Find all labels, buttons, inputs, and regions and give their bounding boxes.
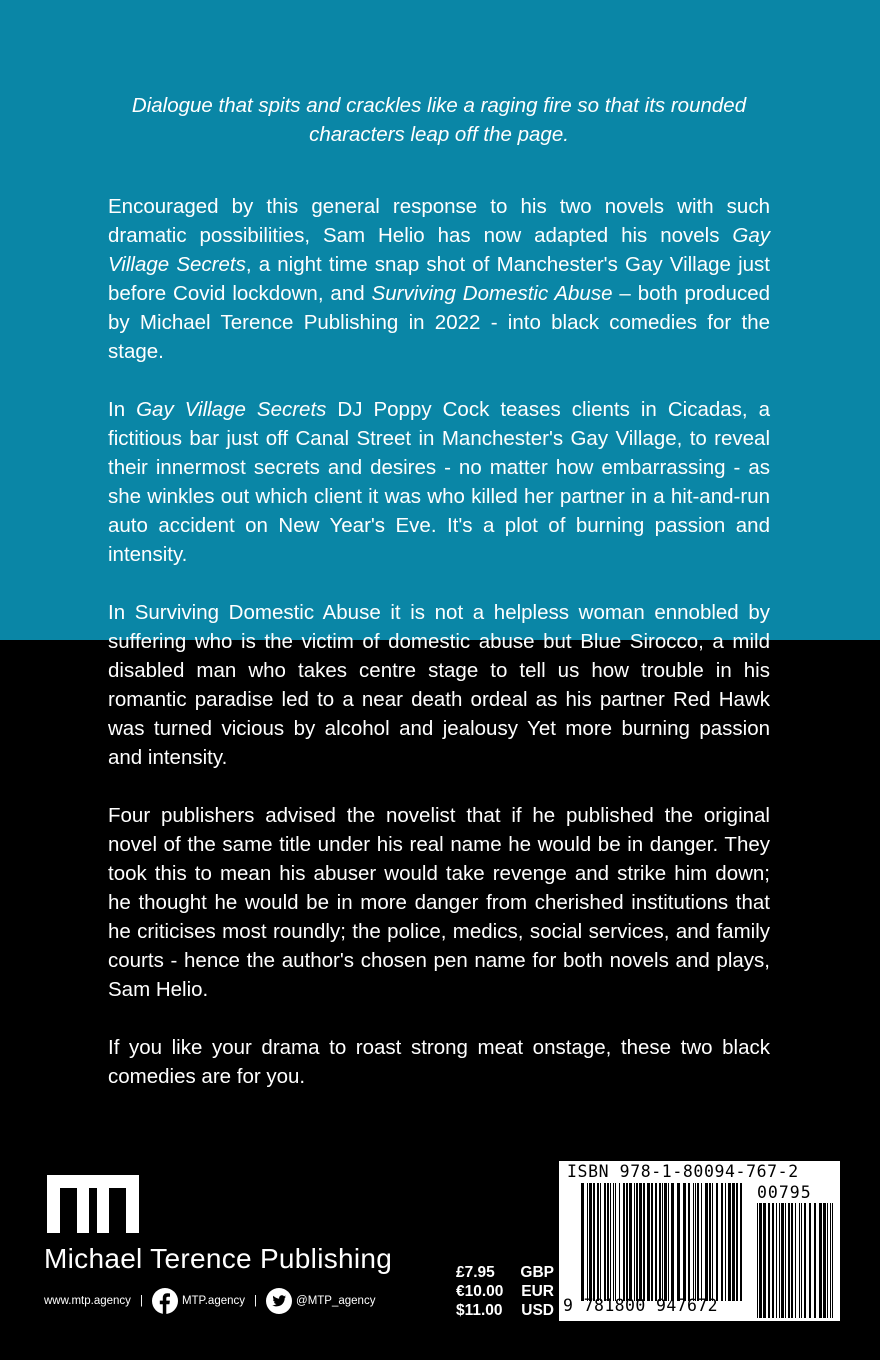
barcode-bar <box>819 1203 822 1318</box>
price-eur: €10.00 EUR <box>456 1283 554 1300</box>
price-gbp: £7.95 GBP <box>456 1264 554 1281</box>
barcode-bar <box>757 1203 758 1318</box>
barcode-bar <box>801 1203 802 1318</box>
barcode-bar <box>732 1183 735 1301</box>
barcode-bar <box>701 1183 702 1301</box>
barcode-bar <box>716 1183 718 1301</box>
barcode-bar <box>827 1203 828 1318</box>
barcode-bar <box>613 1183 614 1301</box>
barcode-bar <box>655 1183 657 1301</box>
separator: | <box>139 1295 143 1307</box>
facebook-icon <box>152 1288 178 1314</box>
barcode-bar <box>804 1203 806 1318</box>
barcode-box <box>559 1161 840 1321</box>
barcode-bar <box>788 1203 790 1318</box>
barcode-bar <box>662 1183 663 1301</box>
title-gay-village-secrets: Gay Village Secrets <box>136 398 327 421</box>
mtp-logo-icon <box>44 1172 142 1236</box>
twitter-handle[interactable]: @MTP_agency <box>296 1295 376 1307</box>
barcode-bar <box>725 1183 726 1301</box>
separator: | <box>254 1295 258 1307</box>
barcode-bar <box>772 1203 774 1318</box>
barcode-bar <box>697 1183 699 1301</box>
barcode-bar <box>629 1183 632 1301</box>
barcode-bar <box>607 1183 609 1301</box>
barcode-bar <box>695 1183 696 1301</box>
paragraph-surviving-domestic-abuse: In Surviving Domestic Abuse it is not a helpless woman ennobled by suffering who is the victim of domestic abuse but Blue Sirocco, a mild disabled man who takes centre stage to tell us how trouble in his romantic paradise led to a near death ordeal as his partner Red Hawk was turned vicious by alcohol and jealousy Yet more burning passion and intensity. <box>108 601 770 769</box>
barcode-bar <box>589 1183 592 1301</box>
barcode-bar <box>776 1203 777 1318</box>
barcode-bar <box>781 1203 784 1318</box>
barcode-bar <box>587 1183 588 1301</box>
barcode-bar <box>597 1183 599 1301</box>
barcode-bar <box>626 1183 628 1301</box>
barcode-bar <box>581 1183 584 1301</box>
barcode-bar <box>604 1183 606 1301</box>
paragraph-adaptation: Encouraged by this general response to his two novels with such dramatic possibilities, Sam Helio has now adapted his novels Gay Village Secrets, a night time snap shot of Manchester's Gay Village just before Covid lockdown, and Surviving Domestic Abuse – both produced by Michael Terence Publishing in 2022 - into black comedies for the stage. <box>108 195 770 363</box>
barcode-bar <box>795 1203 796 1318</box>
barcode-bar <box>610 1183 611 1301</box>
barcode-bar <box>791 1203 793 1318</box>
price-usd: $11.00 USD <box>456 1302 554 1319</box>
barcode-bar <box>634 1183 635 1301</box>
blurb <box>108 91 770 1120</box>
website-link[interactable]: www.mtp.agency <box>44 1295 131 1307</box>
review-quote: Dialogue that spits and crackles like a raging fire so that its rounded characters leap off the page. <box>131 94 747 146</box>
barcode-bar <box>668 1183 669 1301</box>
facebook-handle[interactable]: MTP.agency <box>181 1295 246 1307</box>
paragraph-pen-name: Four publishers advised the novelist that if he published the original novel of the same title under his real name he would be in danger. They took this to mean his abuser would take revenge and strike him down; he thought he would be in more danger from cherished institutions that he criticises most roundly; the police, medics, social services, and family courts - hence the author's chosen pen name for both novels and plays, Sam Helio. <box>108 804 770 1001</box>
barcode-bar <box>809 1203 811 1318</box>
barcode-bar <box>688 1183 690 1301</box>
barcode-bar <box>619 1183 620 1301</box>
barcode-bar <box>693 1183 694 1301</box>
barcode-bar <box>814 1203 816 1318</box>
twitter-icon <box>266 1288 292 1314</box>
paragraph-gay-village-secrets: In Gay Village Secrets DJ Poppy Cock teases clients in Cicadas, a fictitious bar just off Canal Street in Manchester's Gay Village, to reveal their innermost secrets and desires - no matter how embarrassing - as she winkles out which client it was who killed her partner in a hit-and-run auto accident on New Year's Eve. It's a plot of burning passion and intensity. <box>108 398 771 566</box>
publisher-name: Michael Terence Publishing <box>44 1243 393 1274</box>
barcode-bar <box>736 1183 738 1301</box>
isbn-number: ISBN 978-1-80094-767-2 <box>567 1162 799 1181</box>
barcode-bar <box>659 1183 661 1301</box>
ean-number: 9 781800 947672 <box>563 1296 719 1315</box>
barcode-bar <box>636 1183 638 1301</box>
barcode-bar <box>823 1203 826 1318</box>
barcode-bar <box>763 1203 766 1318</box>
barcode-bar <box>768 1203 770 1318</box>
barcode-bar <box>779 1203 780 1318</box>
barcode-bar <box>651 1183 653 1301</box>
barcode-bar <box>740 1183 742 1301</box>
barcode-bar <box>615 1183 616 1301</box>
price-list <box>456 1263 554 1320</box>
barcode-bar <box>832 1203 833 1318</box>
barcode-bar <box>830 1203 831 1318</box>
barcode-bar <box>705 1183 708 1301</box>
barcode-bar <box>709 1183 711 1301</box>
barcode-bar <box>799 1203 800 1318</box>
barcode-bar <box>647 1183 650 1301</box>
barcode-bar <box>785 1203 786 1318</box>
barcode-bar <box>721 1183 723 1301</box>
title-gay-village-secrets: Gay Village Secrets <box>108 224 770 276</box>
barcode-bar <box>593 1183 595 1301</box>
barcode-bar <box>643 1183 645 1301</box>
ean-barcode <box>581 1183 745 1301</box>
barcode-bar <box>728 1183 731 1301</box>
publisher-contacts <box>44 1286 375 1316</box>
title-surviving-domestic-abuse: Surviving Domestic Abuse <box>371 282 613 305</box>
barcode-bar <box>677 1183 680 1301</box>
barcode-bar <box>683 1183 686 1301</box>
barcode-bar <box>623 1183 625 1301</box>
barcode-bar <box>639 1183 642 1301</box>
addon-barcode <box>757 1203 833 1318</box>
barcode-bar <box>671 1183 674 1301</box>
price-addon-code: 00795 <box>757 1183 812 1202</box>
paragraph-closing: If you like your drama to roast strong meat onstage, these two black comedies are for you. <box>108 1036 770 1088</box>
barcode-bar <box>664 1183 667 1301</box>
barcode-bar <box>600 1183 601 1301</box>
barcode-bar <box>759 1203 762 1318</box>
barcode-bar <box>712 1183 713 1301</box>
